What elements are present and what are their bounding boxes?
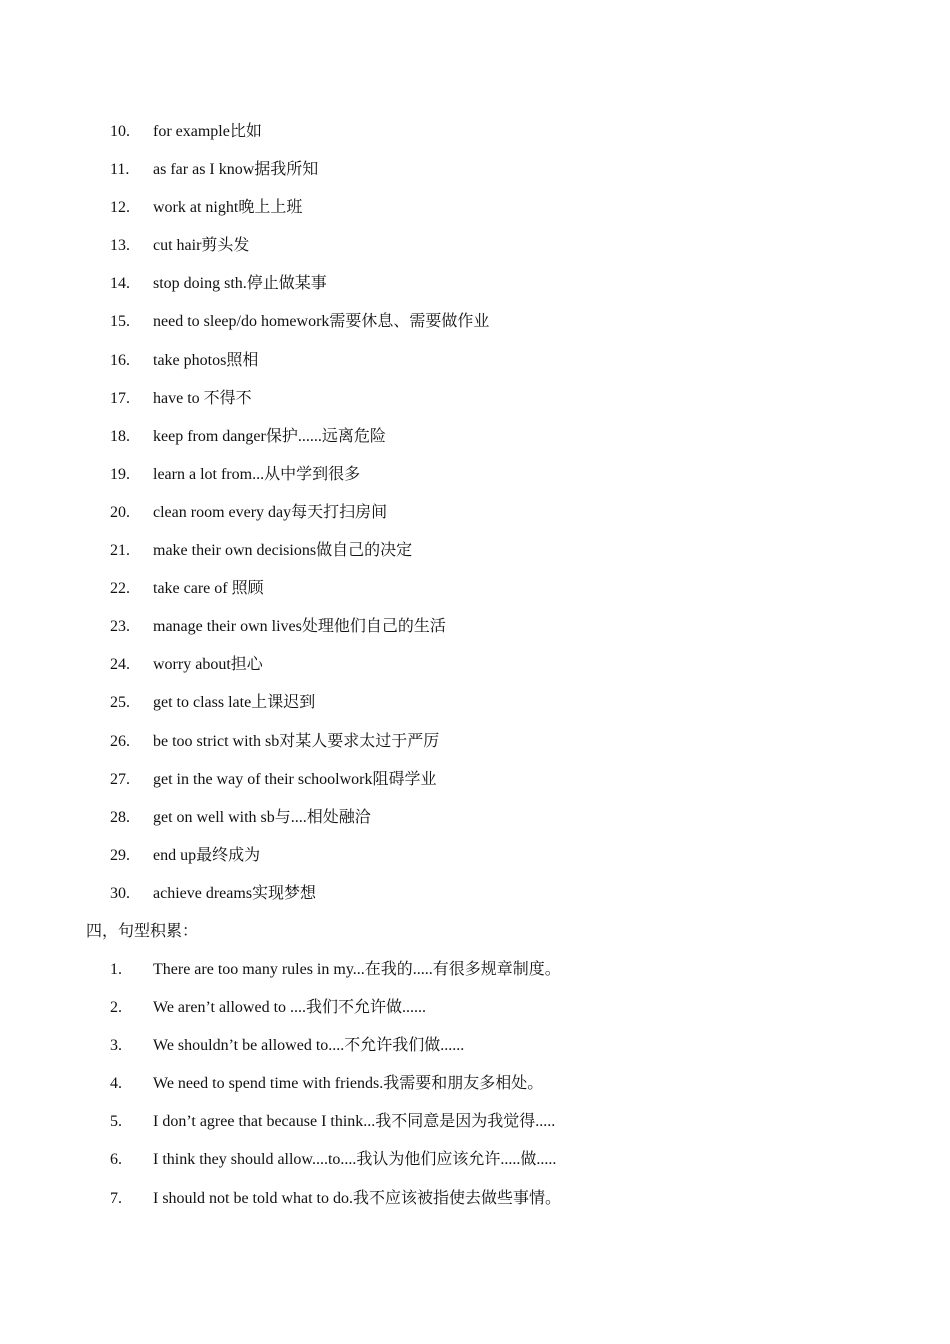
item-text: end up最终成为 — [153, 846, 261, 864]
item-text: I should not be told what to do.我不应该被指使去做些事情。 — [153, 1189, 561, 1207]
phrase-item — [0, 303, 950, 341]
item-text: stop doing sth.停止做某事 — [153, 275, 327, 293]
sentence-item — [0, 989, 950, 1027]
sentence-item — [0, 951, 950, 989]
phrase-item — [0, 494, 950, 532]
phrase-item — [0, 799, 950, 837]
phrase-item — [0, 875, 950, 913]
item-text: get to class late上课迟到 — [153, 694, 316, 712]
item-number: 27. — [110, 770, 130, 788]
item-text: We shouldn’t be allowed to....不允许我们做...... — [153, 1037, 465, 1055]
item-number: 3. — [110, 1037, 122, 1055]
item-text: I think they should allow....to....我认为他们应该允许.....做..... — [153, 1151, 557, 1169]
item-text: I don’t agree that because I think...我不同意是因为我觉得..... — [153, 1113, 556, 1131]
item-text: worry about担心 — [153, 656, 263, 674]
sentence-item — [0, 1141, 950, 1179]
item-number: 13. — [110, 237, 130, 255]
item-number: 19. — [110, 465, 130, 483]
item-text: There are too many rules in my...在我的.....有很多规章制度。 — [153, 961, 561, 978]
phrase-item — [0, 113, 950, 151]
phrase-item — [0, 723, 950, 761]
item-text: work at night晚上上班 — [153, 199, 303, 217]
item-number: 22. — [110, 580, 130, 598]
item-text: We need to spend time with friends.我需要和朋友多相处。 — [153, 1075, 544, 1093]
phrase-item — [0, 227, 950, 265]
phrase-item — [0, 265, 950, 303]
phrase-item — [0, 761, 950, 799]
item-number: 10. — [110, 123, 130, 140]
phrase-item — [0, 380, 950, 418]
item-number: 6. — [110, 1151, 122, 1169]
item-number: 20. — [110, 503, 130, 521]
sentence-item — [0, 1180, 950, 1218]
item-number: 30. — [110, 884, 130, 902]
phrase-list — [0, 113, 950, 913]
item-text: clean room every day每天打扫房间 — [153, 503, 388, 521]
item-text: manage their own lives处理他们自己的生活 — [153, 618, 446, 636]
item-number: 28. — [110, 808, 130, 826]
item-number: 21. — [110, 542, 130, 560]
item-number: 25. — [110, 694, 130, 712]
item-text: cut hair剪头发 — [153, 237, 250, 255]
item-number: 24. — [110, 656, 130, 674]
sentence-item — [0, 1103, 950, 1141]
item-text: We aren’t allowed to ....我们不允许做...... — [153, 999, 427, 1017]
item-number: 16. — [110, 351, 130, 369]
phrase-item — [0, 837, 950, 875]
item-text: learn a lot from...从中学到很多 — [153, 465, 361, 483]
phrase-item — [0, 418, 950, 456]
item-text: get in the way of their schoolwork阻碍学业 — [153, 770, 437, 788]
phrase-item — [0, 342, 950, 380]
item-number: 5. — [110, 1113, 122, 1131]
sentence-item — [0, 1065, 950, 1103]
phrase-item — [0, 532, 950, 570]
sentence-item — [0, 1027, 950, 1065]
item-text: get on well with sb与....相处融洽 — [153, 808, 371, 826]
item-number: 4. — [110, 1075, 122, 1093]
item-text: make their own decisions做自己的决定 — [153, 542, 413, 560]
item-text: be too strict with sb对某人要求太过于严厉 — [153, 732, 440, 750]
item-number: 14. — [110, 275, 130, 293]
item-text: take photos照相 — [153, 351, 259, 369]
item-number: 2. — [110, 999, 122, 1017]
sentence-list — [0, 951, 950, 1218]
phrase-item — [0, 608, 950, 646]
phrase-item — [0, 570, 950, 608]
item-text: keep from danger保护......远离危险 — [153, 427, 386, 445]
item-number: 29. — [110, 846, 130, 864]
phrase-item — [0, 189, 950, 227]
item-number: 12. — [110, 199, 130, 217]
item-number: 11. — [110, 161, 130, 179]
item-number: 26. — [110, 732, 130, 750]
section-heading: 四，句型积累： — [86, 923, 199, 940]
item-number: 18. — [110, 427, 130, 445]
item-text: have to 不得不 — [153, 389, 252, 407]
phrase-item — [0, 456, 950, 494]
item-number: 7. — [110, 1189, 122, 1207]
phrase-item — [0, 646, 950, 684]
item-number: 17. — [110, 389, 130, 407]
item-text: for example比如 — [153, 123, 262, 140]
item-number: 1. — [110, 961, 122, 978]
item-number: 15. — [110, 313, 130, 331]
item-text: achieve dreams实现梦想 — [153, 884, 317, 902]
phrase-item — [0, 684, 950, 722]
item-number: 23. — [110, 618, 130, 636]
item-text: as far as I know据我所知 — [153, 161, 319, 179]
item-text: need to sleep/do homework需要休息、需要做作业 — [153, 313, 490, 331]
phrase-item — [0, 151, 950, 189]
item-text: take care of 照顾 — [153, 580, 264, 598]
